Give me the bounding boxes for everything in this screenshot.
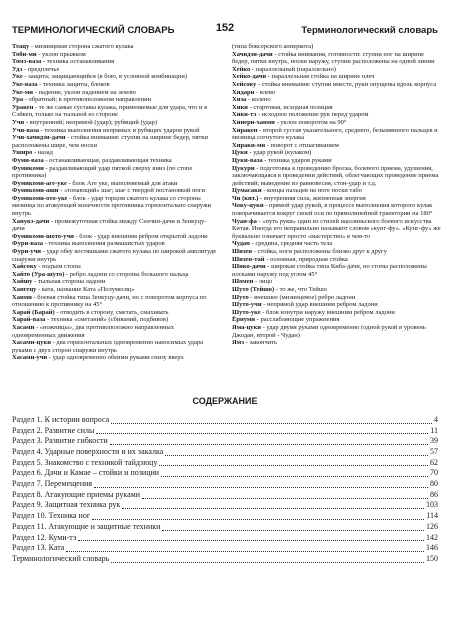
glossary-definition: - стойка внимания: ступни на ширине бедер, пятки расположены шире, чем носки	[12, 134, 209, 149]
glossary-term: Фуми-ваза	[12, 156, 44, 164]
glossary-entry	[12, 157, 217, 165]
glossary-definition: (типа боксерского апперкота)	[232, 43, 314, 50]
glossary-entry	[12, 96, 217, 104]
glossary-entry	[232, 324, 442, 339]
glossary-definition: - прямой удар рукой, в процессе выполнения которого кулак поворачивается вокруг своей оси по прямолинейной траектории на 180°	[232, 202, 433, 218]
running-title-right: Терминологический словарь	[301, 25, 438, 36]
dot-leader	[66, 550, 424, 552]
glossary-definition: - ребро ладони со стороны большого пальца	[66, 270, 189, 278]
glossary-definition: - удар двумя руками одновременно (одной рукой в уровень Джодан, второй - Чудан)	[232, 323, 426, 339]
glossary-definition: - отводить в сторону, сметать, смахивать	[56, 308, 169, 316]
glossary-term: Чудан	[232, 240, 250, 248]
glossary-entry	[12, 165, 217, 180]
glossary-term: Яма-цуки	[232, 323, 261, 331]
glossary-term: Уке-ваза	[12, 80, 38, 88]
glossary-entry	[232, 127, 442, 142]
contents-page-number: 86	[430, 489, 438, 499]
glossary-term: Шуто (Тейшо)	[232, 286, 275, 293]
dot-leader	[165, 454, 428, 456]
glossary-term: Хасами-цуки	[12, 339, 51, 347]
glossary-entry	[12, 149, 217, 157]
contents-section-label: Раздел 9. Защитная техника рук	[12, 500, 121, 510]
glossary-term: Шуто-уке	[232, 308, 261, 316]
glossary-term: Ура	[12, 96, 24, 104]
glossary-entry	[12, 127, 217, 135]
glossary-term: Фури-ваза	[12, 240, 43, 248]
glossary-definition: - внешнее (мизинцевое) ребро ладони	[250, 293, 356, 301]
glossary-entry	[12, 278, 217, 286]
glossary-entry	[12, 309, 217, 317]
glossary-term: Хираки-ми	[232, 141, 266, 149]
glossary-term: Фумикоми-ото-уке	[12, 194, 68, 202]
glossary-term: Уке-ми	[12, 88, 34, 96]
glossary-definition: - то же, что Тейшо	[275, 286, 327, 293]
glossary-term: Ямэ	[232, 339, 245, 347]
contents-section-label: Терминологический словарь	[12, 553, 110, 563]
glossary-term: Хиза	[232, 96, 247, 104]
contents-page-number: 57	[430, 447, 438, 457]
dot-leader	[162, 529, 424, 531]
glossary-term: Хайшу	[12, 278, 33, 286]
glossary-entry	[12, 58, 217, 66]
running-title-left: ТЕРМИНОЛОГИЧЕСКИЙ СЛОВАРЬ	[12, 25, 175, 36]
glossary-entry	[12, 233, 217, 241]
contents-section-label: Раздел 13. Ката	[12, 543, 65, 553]
glossary-term: Фумикоми-шото-учи	[12, 232, 74, 240]
glossary-term: Ханукэ-дачи	[12, 217, 50, 225]
glossary-term: Чоку-цуки	[232, 202, 264, 210]
glossary-entry	[12, 263, 217, 271]
glossary-entry	[232, 96, 442, 104]
glossary-term: Шуто-учи	[232, 301, 262, 309]
glossary-term: Учи-хачидзи-дачи	[12, 134, 66, 142]
glossary-entry	[232, 187, 442, 195]
glossary-definition: - «топающий» шаг; шаг с твердой постановкой ноги	[60, 187, 205, 195]
glossary-definition: - уклон поворотом на 90°	[276, 118, 347, 126]
contents-row[interactable]	[12, 415, 438, 426]
glossary-definition: - техника «сметаний» (сбиваний, подбивов)	[46, 316, 169, 324]
contents-page-number: 142	[426, 532, 438, 542]
glossary-column-left	[12, 43, 217, 362]
glossary-definition: - «ножницы», два противоположно направленных одновременных движения	[12, 323, 175, 339]
glossary-entry	[232, 248, 442, 256]
glossary-entry	[12, 324, 217, 339]
glossary-term: Уке	[12, 73, 23, 81]
glossary-term: Хики-тэ	[232, 111, 257, 119]
glossary-definition: - стойка внимания, готовности: ступни ног на ширине бедер, пятки внутрь, носки наружу, ступни расположены на одной линии	[232, 50, 435, 66]
glossary-term: Хейко-дачи	[232, 73, 267, 81]
glossary-term: Фумикоми-аши	[12, 187, 59, 195]
contents-section-label: Раздел 3. Развитие гибкости	[12, 436, 108, 446]
glossary-entry	[12, 51, 217, 59]
contents-row[interactable]	[12, 468, 438, 479]
glossary-term: Цумасаки	[232, 187, 262, 195]
glossary-definition: - непрямой удар внешним ребром ладони	[263, 301, 378, 309]
glossary-term: Шизен-тай	[232, 255, 265, 263]
glossary-definition: - параллельная стойка на ширине плеч	[267, 73, 375, 81]
contents-page-number: 62	[430, 457, 438, 467]
glossary-entry	[12, 104, 217, 119]
dot-leader	[94, 486, 428, 488]
glossary-entry	[232, 43, 442, 51]
contents-row[interactable]	[12, 533, 438, 544]
glossary-definition: - основная, природная стойка	[266, 255, 348, 263]
glossary-definition: - техника защиты, блоков	[39, 80, 110, 88]
contents-row[interactable]	[12, 479, 438, 490]
glossary-entry	[232, 286, 442, 294]
contents-page-number: 146	[426, 543, 438, 553]
glossary-term: Шизен	[232, 248, 253, 256]
glossary-term: Шуто	[232, 293, 249, 301]
glossary-definition: - техника останавливания	[42, 58, 115, 66]
glossary-term: Ханми	[12, 293, 32, 301]
glossary-definition: - внутренний; непрямой (удар); рубящий (удар)	[25, 118, 158, 126]
glossary-entry	[12, 180, 217, 188]
glossary-entry	[232, 256, 442, 264]
glossary-term: Хасами	[12, 323, 35, 331]
glossary-term: Учи	[12, 118, 25, 126]
glossary-definition: - подготовка к проведению броска, болевого приема, удушения, заключающаяся в проведении действий, облегчающих проведение приема действий; выведение из равновесия, стон-удар и т.д.	[232, 164, 439, 187]
glossary-entry	[232, 119, 442, 127]
contents-list	[12, 415, 438, 565]
glossary-entry	[12, 286, 217, 294]
glossary-term: Тоби-ми	[12, 50, 37, 58]
glossary-term: Томэ-ваза	[12, 58, 42, 66]
glossary-entry	[232, 104, 442, 112]
glossary-entry	[232, 294, 442, 302]
glossary-entry	[232, 316, 442, 324]
glossary-definition: - техника ударов руками	[264, 156, 332, 164]
glossary-entry	[12, 134, 217, 149]
glossary-entry	[232, 165, 442, 188]
contents-section-label: Раздел 12. Куми-тэ	[12, 532, 77, 542]
glossary-term: Теацу	[12, 43, 30, 50]
contents-row[interactable]	[12, 501, 438, 512]
page-number: 152	[215, 22, 235, 34]
dot-leader	[161, 475, 428, 477]
glossary-entry	[232, 263, 442, 278]
glossary-definition: - внутренняя сила, жизненная энергия	[259, 194, 366, 202]
contents-row[interactable]	[12, 458, 438, 469]
glossary-definition: - подъем стопы	[38, 263, 81, 271]
glossary-term: Фумикоми-аге-уке	[12, 179, 67, 187]
glossary-term: Шомен	[232, 278, 254, 286]
glossary-entry	[232, 81, 442, 89]
glossary-term: Хейко	[232, 65, 251, 73]
contents-row[interactable]	[12, 436, 438, 447]
contents-section-label: Раздел 6. Дачи и Камае – стойки и позиции	[12, 468, 160, 478]
glossary-definition: - расслабляющие упражнения	[256, 316, 340, 324]
glossary-definition: - техника выполнения непрямых и рубящих ударов рукой	[40, 126, 200, 134]
contents-page-number: 11	[430, 425, 438, 435]
glossary-term: Хиракен	[232, 126, 258, 134]
glossary-term: Цуки-ваза	[232, 156, 263, 164]
glossary-definition: - блок Аге уке, выполняемый для атаки	[68, 179, 178, 187]
glossary-term: Фумикоми	[12, 164, 44, 172]
glossary-entry	[232, 111, 442, 119]
glossary-definition: - мизинцевая сторона сжатого кулака	[30, 43, 134, 50]
contents-page-number: 126	[426, 521, 438, 531]
glossary-term: Чуан-фа	[232, 217, 257, 225]
glossary-entry	[232, 339, 442, 347]
glossary-entry	[12, 339, 217, 354]
glossary-definition: - стартовая, исходная позиция	[249, 103, 333, 111]
glossary-definition: - стойка внимания: ступни вместе, руки опущены вдоль корпуса	[258, 80, 437, 88]
glossary-term: Хасами-учи	[12, 354, 48, 362]
glossary-entry	[12, 119, 217, 127]
glossary-definition: - закончить	[245, 339, 277, 347]
glossary-definition: - лицо	[254, 278, 273, 286]
dot-leader	[142, 497, 428, 499]
contents-section-label: Раздел 11. Атакующие и защитные техники	[12, 521, 161, 531]
glossary-term: Удэ	[12, 65, 23, 73]
glossary-term: Харай (Барай)	[12, 308, 55, 316]
glossary-definition: - концы пальцев на ноге носки табо	[263, 187, 362, 195]
contents-section-label: Раздел 1. К истории вопроса	[12, 414, 110, 424]
glossary-definition: - обратный; в противоположном направлении	[24, 96, 152, 104]
glossary-entry	[12, 195, 217, 218]
glossary-term: Харай-ваза	[12, 316, 46, 324]
contents-row[interactable]	[12, 490, 438, 501]
glossary-definition: - промежуточная стойка между Сенчин-дачи и Зенкуцу-дачи	[12, 217, 207, 233]
glossary-entry	[12, 187, 217, 195]
glossary-entry	[232, 218, 442, 241]
contents-title: СОДЕРЖАНИЕ	[192, 396, 258, 406]
dot-leader	[159, 464, 428, 466]
glossary-definition: - блок - удар внешним ребром открытой ладони	[75, 232, 208, 240]
glossary-definition: - боевая стойка типа Зенкуцу-дачи, но с поворотом корпуса по отношению к противнику на 45°	[12, 293, 207, 309]
contents-page-number: 103	[426, 500, 438, 510]
glossary-definition: - влево	[255, 88, 276, 96]
glossary-definition: - два горизонтальных одновременно наносимых удара руками с двух сторон снаружи внутрь	[12, 339, 204, 354]
contents-row[interactable]	[12, 511, 438, 522]
glossary-entry	[232, 309, 442, 317]
glossary-definition: - второй сустав указательного, среднего, безымянного пальцев и мизинца согнутого кулака	[232, 126, 438, 142]
glossary-term: Хинери-ханми	[232, 118, 275, 126]
glossary-term: Хайто (Ура-шуто)	[12, 270, 65, 278]
glossary-definition: - исходное положение рук перед ударом	[257, 111, 369, 119]
glossary-definition: - уклон прыжком	[38, 50, 86, 58]
glossary-definition: - раздавливающий удар пяткой сверху вниз (по стопе противника)	[12, 164, 193, 180]
contents-row[interactable]	[12, 426, 438, 437]
glossary-entry	[232, 202, 442, 217]
glossary-entry	[232, 149, 442, 157]
contents-section-label: Раздел 2. Развитие силы	[12, 425, 95, 435]
glossary-entry	[12, 240, 217, 248]
glossary-definition: - стойка, ноги расположены близко друг к другу	[253, 248, 387, 256]
glossary-term: Учи-ваза	[12, 126, 39, 134]
glossary-term: Шико-дачи	[232, 263, 266, 271]
glossary-entry	[12, 248, 217, 263]
glossary-entry	[232, 142, 442, 150]
glossary-definition: - ката, название Ката «Полумесяц»	[38, 286, 135, 293]
dot-leader	[110, 443, 428, 445]
glossary-definition: - падение, уклон падением на землю	[34, 88, 136, 96]
contents-page-number: 39	[430, 436, 438, 446]
contents-page-number: 4	[434, 414, 438, 424]
glossary-term: Уширо	[12, 149, 33, 157]
glossary-term: Цукури	[232, 164, 255, 172]
contents-row[interactable]	[12, 554, 438, 565]
glossary-definition: - широкая стойка типа Киба-дачи, но стопы расположены носками наружу под углом 45°	[232, 263, 427, 278]
glossary-entry	[12, 294, 217, 309]
glossary-term: Ёриуми	[232, 316, 256, 324]
glossary-term: Цуки	[232, 149, 248, 157]
contents-row[interactable]	[12, 543, 438, 554]
glossary-entry	[232, 301, 442, 309]
glossary-definition: - техника выполнения размашистых ударов	[44, 240, 165, 248]
glossary-term: Хейсоку	[232, 80, 257, 88]
glossary-entry	[232, 73, 442, 81]
glossary-entry	[232, 195, 442, 203]
glossary-entry	[12, 66, 217, 74]
glossary-entry	[12, 354, 217, 362]
glossary-definition: - удар рукой (кулаком)	[249, 149, 312, 157]
glossary-definition: - блок - удар торцом сжатого кулака со стороны мизинца по атакующей конечности противника горизонтально снаружи внутрь	[12, 194, 211, 218]
dot-leader	[111, 561, 424, 563]
glossary-entry	[12, 73, 217, 81]
glossary-definition: - колено	[247, 96, 271, 104]
glossary-entry	[232, 51, 442, 66]
glossary-definition: - защита; защищающийся (в бою, в условной комбинации)	[24, 73, 188, 81]
glossary-entry	[232, 157, 442, 165]
glossary-entry	[232, 66, 442, 74]
dot-leader	[96, 432, 428, 434]
glossary-term: Хики	[232, 103, 248, 111]
glossary-definition: - назад	[33, 149, 53, 157]
glossary-entry	[12, 81, 217, 89]
contents-page-number: 114	[426, 511, 438, 521]
glossary-entry	[12, 89, 217, 97]
contents-section-label: Раздел 8. Атакующие приемы руками	[12, 489, 140, 499]
glossary-entry	[232, 278, 442, 286]
glossary-definition: - тыльная сторона ладони	[34, 278, 106, 286]
glossary-entry	[12, 316, 217, 324]
contents-section-label: Раздел 5. Знакомство с техникой тайдзюцу	[12, 457, 158, 467]
glossary-definition: - удар обеу костяшками сжатого кулака по широкой амплитуде снаружи внутрь	[12, 248, 217, 263]
dot-leader	[92, 518, 424, 520]
glossary-entry	[12, 218, 217, 233]
glossary-definition: - предплечье	[24, 65, 60, 73]
glossary-definition: - параллельный (параллельно)	[251, 65, 336, 73]
glossary-entry	[12, 271, 217, 279]
contents-section-label: Раздел 7. Перемещения	[12, 479, 93, 489]
glossary-definition: - останавливающая, раздавливающая техника	[45, 156, 172, 164]
glossary-column-right	[232, 43, 442, 347]
dot-leader	[122, 507, 424, 509]
contents-row[interactable]	[12, 447, 438, 458]
glossary-definition: - поворот с отшагиванием	[266, 141, 339, 149]
contents-page-number: 70	[430, 468, 438, 478]
glossary-term: Фури-учи	[12, 248, 42, 256]
glossary-entry	[232, 89, 442, 97]
glossary-definition: - удар одновременно обеими руками снизу вверх	[48, 354, 184, 362]
glossary-entry	[12, 43, 217, 51]
glossary-definition: - «путь руки» один из стилей шаолиньского боевого искусства Китая. Иногда его неправильно называют словом «кунг-фу». «Кунг-фу» же буквально означает просто «мастерство» в чем-то	[232, 217, 441, 240]
contents-page-number: 150	[426, 553, 438, 563]
contents-section-label: Раздел 4. Ударные поверхности и их закалка	[12, 447, 164, 457]
page-header	[12, 22, 438, 40]
glossary-definition: - те же самые суставы кулака, применяемые для удара, что и в Сэйкен, только на тыльной ео стороне	[12, 103, 208, 119]
glossary-definition: - средина, средняя часть тела	[251, 240, 333, 248]
dot-leader	[78, 539, 424, 541]
glossary-definition: - блок изнутри наружу внешним ребром ладони	[262, 308, 395, 316]
glossary-entry	[232, 240, 442, 248]
dot-leader	[111, 422, 432, 424]
glossary-term: Хачидзи-дачи	[232, 50, 273, 58]
table-of-contents	[12, 396, 438, 565]
glossary-term: Хидари	[232, 88, 255, 96]
glossary-term: Уракен	[12, 103, 34, 111]
contents-section-label: Раздел 10. Техника ног	[12, 511, 91, 521]
contents-row[interactable]	[12, 522, 438, 533]
contents-page-number: 80	[430, 479, 438, 489]
glossary-term: Чи (кит.)	[232, 194, 259, 202]
glossary-term: Хайсоку	[12, 263, 37, 271]
glossary-term: Хангецу	[12, 286, 37, 293]
